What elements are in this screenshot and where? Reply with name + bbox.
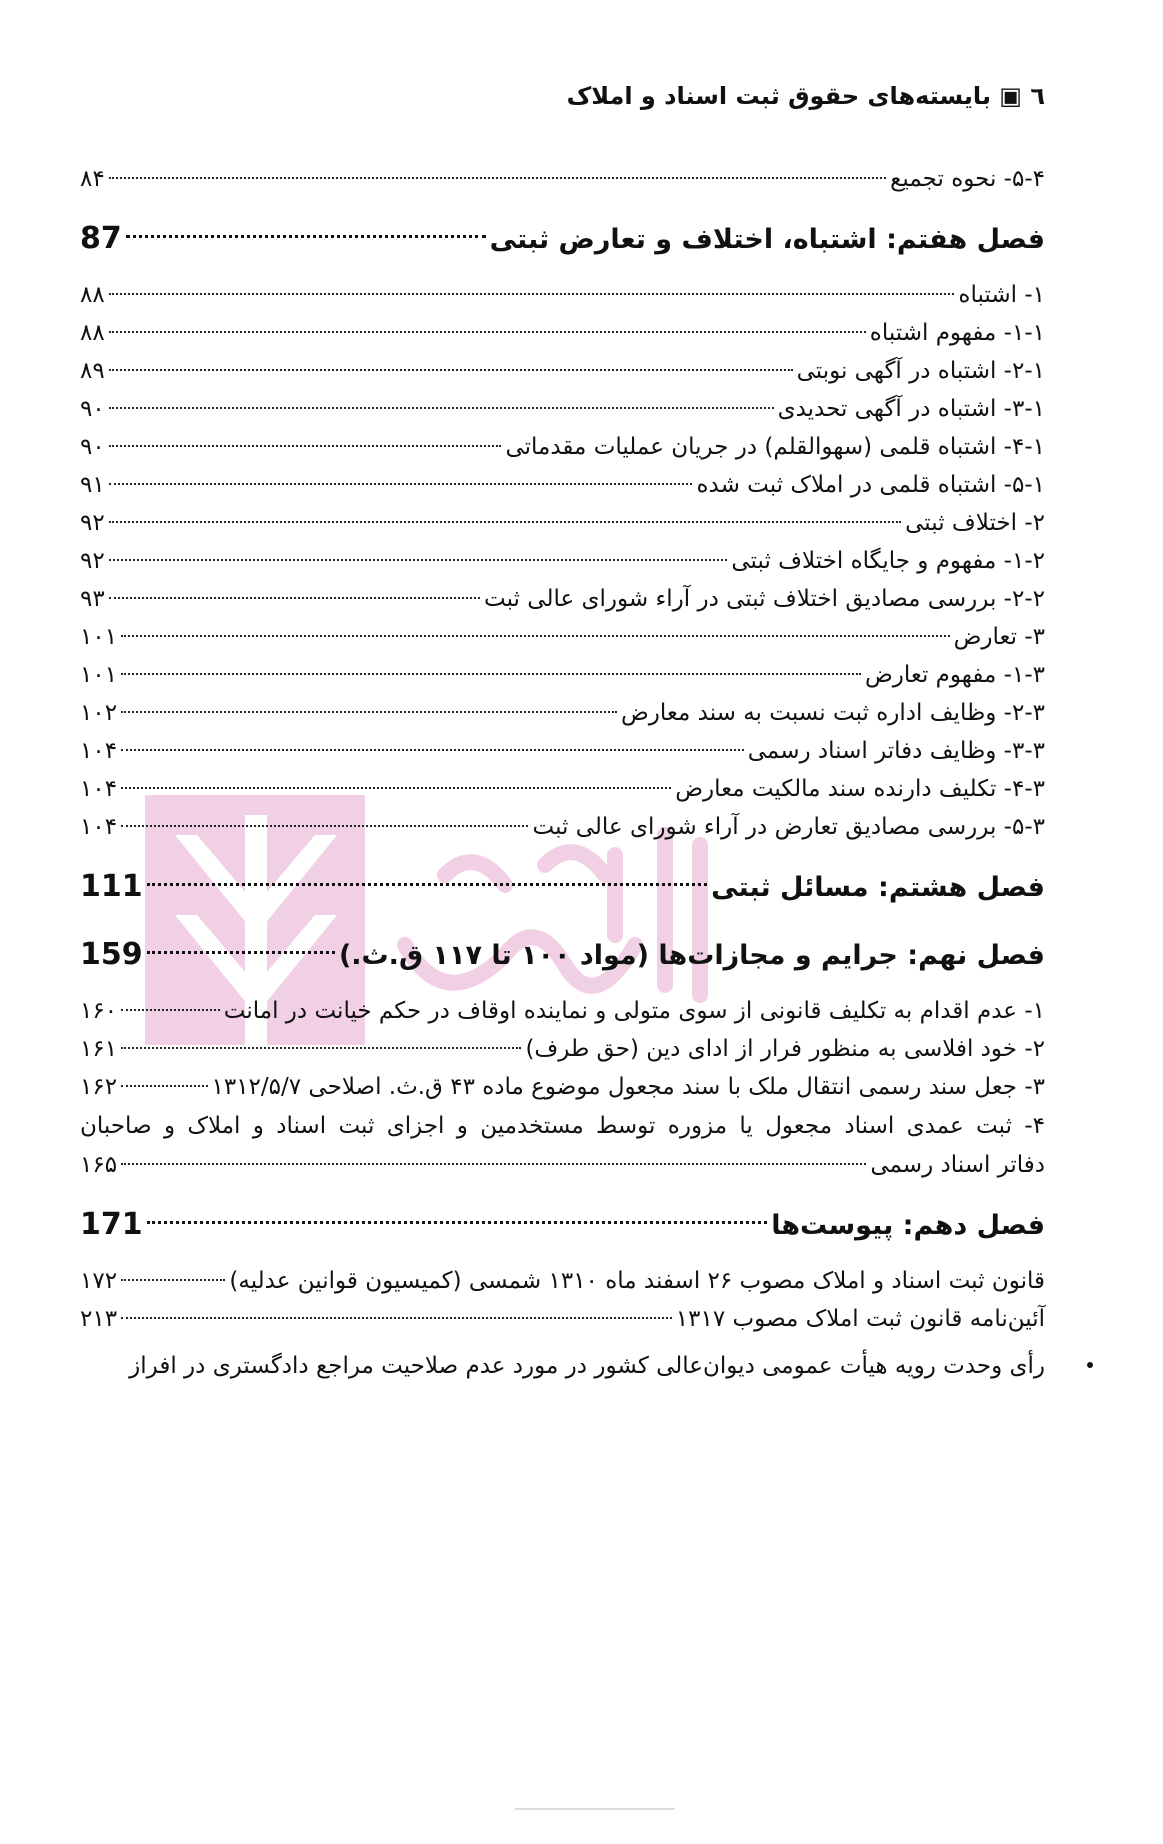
toc-entry: ۱- اشتباه ۸۸: [80, 282, 1045, 308]
toc-entry-multiline: ۴- ثبت عمدی اسناد مجعول یا مزوره توسط مستخدمین و اجزای ثبت اسناد و املاک و صاحبان: [80, 1113, 1045, 1139]
toc-entry: ۴-۱- اشتباه قلمی (سهوالقلم) در جریان عملیات مقدماتی ۹۰: [80, 434, 1045, 460]
toc-entry: ۵-۱- اشتباه قلمی در املاک ثبت شده ۹۱: [80, 472, 1045, 498]
toc-entry: ۲- خود افلاسی به منظور فرار از ادای دین (حق طرف) ۱۶۱: [80, 1036, 1045, 1062]
toc-entry: ۵-۴- نحوه تجمیع ۸۴: [80, 166, 1045, 192]
table-of-contents: [80, 160, 1045, 1386]
toc-entry: ۱-۲- مفهوم و جایگاه اختلاف ثبتی ۹۲: [80, 548, 1045, 574]
toc-entry: ۱-۱- مفهوم اشتباه ۸۸: [80, 320, 1045, 346]
toc-entry-continuation: دفاتر اسناد رسمی ۱۶۵: [80, 1152, 1045, 1178]
toc-entry: قانون ثبت اسناد و املاک مصوب ۲۶ اسفند ماه ۱۳۱۰ شمسی (کمیسیون قوانین عدلیه) ۱۷۲: [80, 1268, 1045, 1294]
toc-entry: آئین‌نامه قانون ثبت املاک مصوب ۱۳۱۷ ۲۱۳: [80, 1306, 1045, 1332]
chapter-9-heading: فصل نهم: جرایم و مجازات‌ها (مواد ۱۰۰ تا ۱۱۷ ق.ث.) 159: [80, 937, 1045, 972]
chapter-7-heading: فصل هفتم: اشتباه، اختلاف و تعارض ثبتی 87: [80, 221, 1045, 256]
toc-entry: ۳-۱- اشتباه در آگهی تحدیدی ۹۰: [80, 396, 1045, 422]
toc-entry-truncated: رأی وحدت رویه هیأت عمومی دیوان‌عالی کشور در مورد عدم صلاحیت مراجع دادگستری در افراز: [80, 1346, 1045, 1386]
toc-entry: ۵-۳- بررسی مصادیق تعارض در آراء شورای عالی ثبت ۱۰۴: [80, 814, 1045, 840]
chapter-10-heading: فصل دهم: پیوست‌ها 171: [80, 1207, 1045, 1242]
toc-entry: ۲- اختلاف ثبتی ۹۲: [80, 510, 1045, 536]
toc-entry: ۳- جعل سند رسمی انتقال ملک با سند مجعول موضوع ماده ۴۳ ق.ث. اصلاحی ۱۳۱۲/۵/۷ ۱۶۲: [80, 1074, 1045, 1100]
scan-mark: [515, 1808, 675, 1810]
page-header: [567, 82, 1045, 110]
toc-entry: ۳-۳- وظایف دفاتر اسناد رسمی ۱۰۴: [80, 738, 1045, 764]
toc-entry: ۱- عدم اقدام به تکلیف قانونی از سوی متولی و نماینده اوقاف در حکم خیانت در امانت ۱۶۰: [80, 998, 1045, 1024]
toc-entry: ۴-۳- تکلیف دارنده سند مالکیت معارض ۱۰۴: [80, 776, 1045, 802]
toc-entry: ۲-۳- وظایف اداره ثبت نسبت به سند معارض ۱۰۲: [80, 700, 1045, 726]
toc-entry: ۲-۲- بررسی مصادیق اختلاف ثبتی در آراء شورای عالی ثبت ۹۳: [80, 586, 1045, 612]
toc-entry: ۱-۳- مفهوم تعارض ۱۰۱: [80, 662, 1045, 688]
header-title: ٦ ▣ بایسته‌های حقوق ثبت اسناد و املاک: [566, 82, 1045, 110]
toc-entry: ۳- تعارض ۱۰۱: [80, 624, 1045, 650]
chapter-8-heading: فصل هشتم: مسائل ثبتی 111: [80, 869, 1045, 904]
toc-entry: ۲-۱- اشتباه در آگهی نوبتی ۸۹: [80, 358, 1045, 384]
bullet-icon: [1087, 1362, 1093, 1368]
